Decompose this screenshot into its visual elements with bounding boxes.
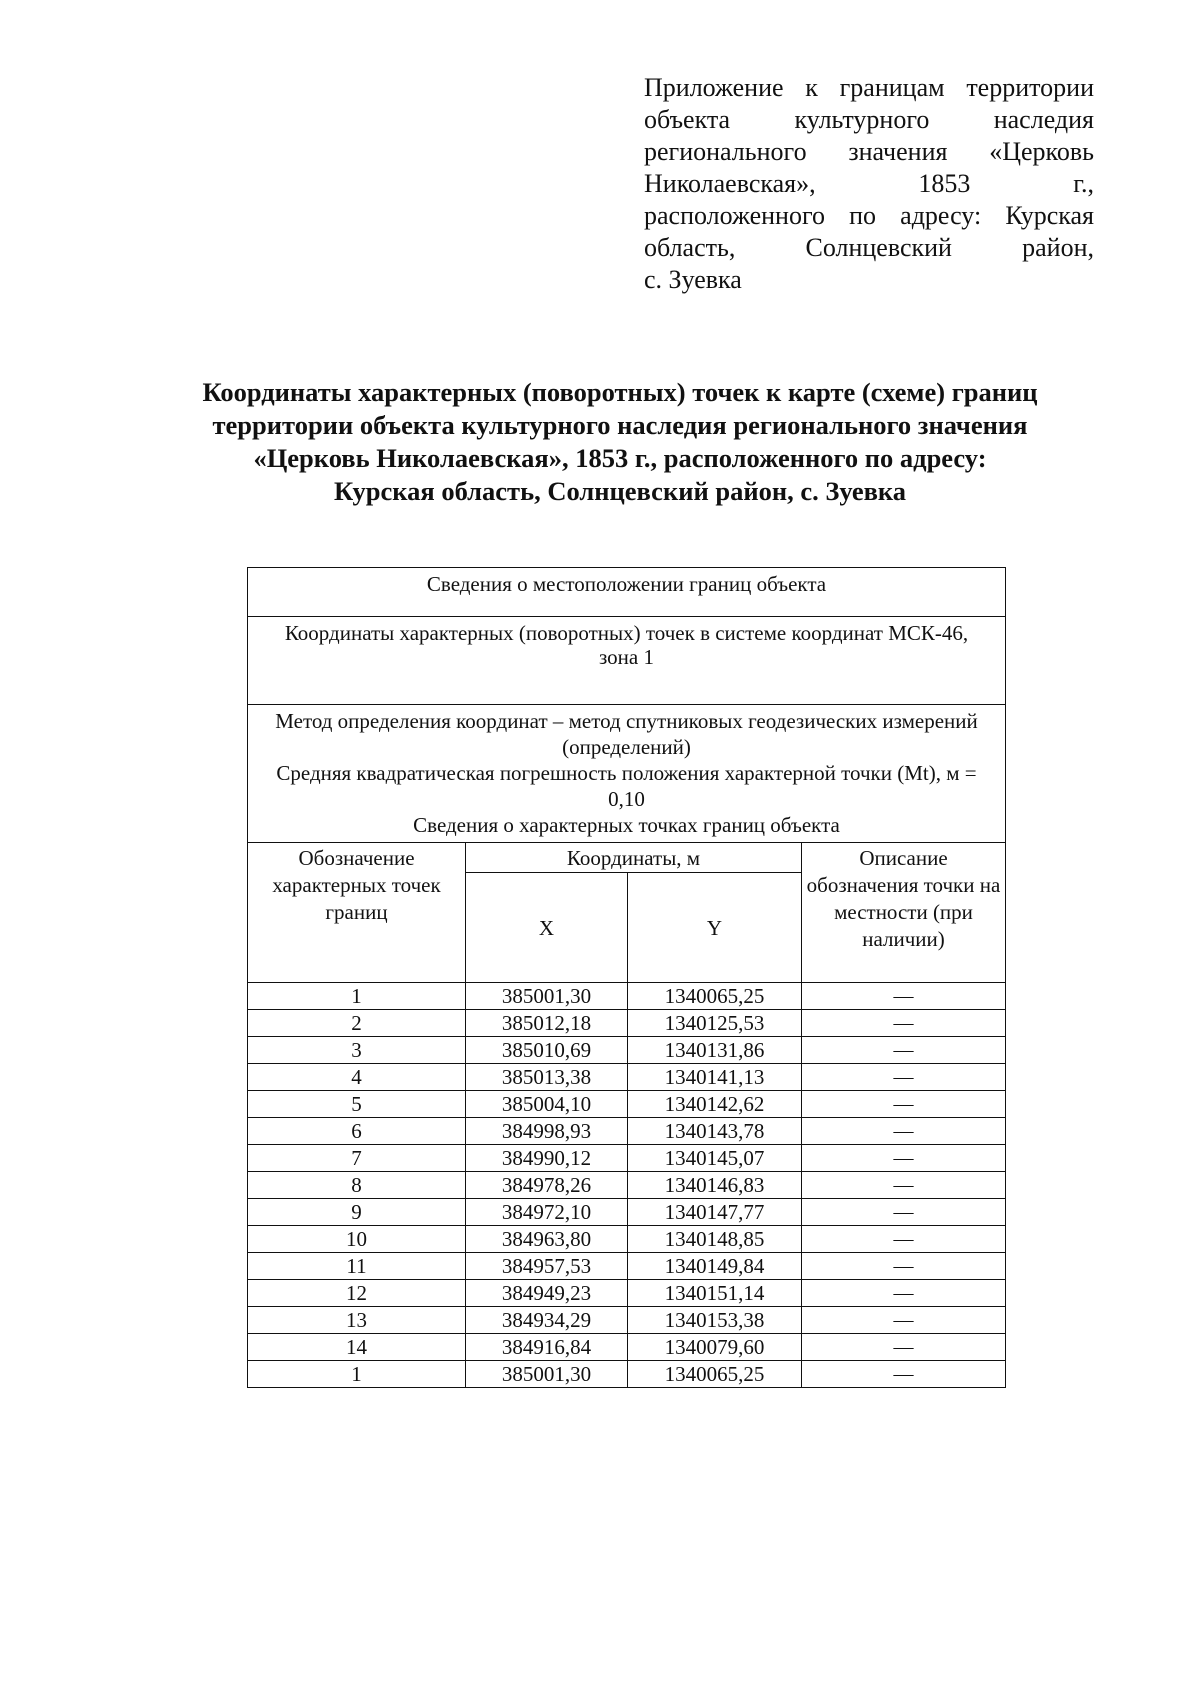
section-title: Сведения о местоположении границ объекта [426,572,827,596]
coordinates-header-text: Координаты, м [566,845,701,870]
table-row [248,1118,1006,1145]
accuracy-text: Средняя квадратическая погрешность положения характерной точки (Mt), м = 0,10 [276,761,977,811]
designation-header-text: Обозначение характерных точек границ [272,846,441,924]
table-row [248,1280,1006,1307]
desc-cell: — [802,1307,1006,1334]
desc-cell: — [802,1226,1006,1253]
x-cell: 384963,80 [466,1226,628,1253]
y-cell: 1340145,07 [628,1145,802,1172]
description-header-text: Описание обозначения точки на местности (при наличии) [806,846,1001,951]
point-cell: 11 [248,1253,466,1280]
points-title: Сведения о характерных точках границ объекта [413,813,840,837]
y-cell: 1340149,84 [628,1253,802,1280]
table-row [248,1091,1006,1118]
table-row [248,1010,1006,1037]
title-line: «Церковь Николаевская», 1853 г., расположенного по адресу: [253,443,987,473]
x-cell: 384957,53 [466,1253,628,1280]
point-cell: 7 [248,1145,466,1172]
annex-line: объекта культурного наследия [644,105,1094,134]
desc-cell: — [802,1172,1006,1199]
table-row [248,1361,1006,1388]
point-cell: 1 [248,983,466,1010]
y-cell: 1340065,25 [628,1361,802,1388]
table-row [248,1307,1006,1334]
method-cell [248,705,1006,843]
point-cell: 9 [248,1199,466,1226]
y-cell: 1340131,86 [628,1037,802,1064]
x-cell: 384916,84 [466,1334,628,1361]
coordinates-table [247,567,1006,1388]
annex-line: регионального значения «Церковь [644,137,1094,166]
point-cell: 4 [248,1064,466,1091]
desc-cell: — [802,1037,1006,1064]
point-cell: 10 [248,1226,466,1253]
desc-cell: — [802,1361,1006,1388]
desc-cell: — [802,1199,1006,1226]
y-cell: 1340141,13 [628,1064,802,1091]
description-header [802,843,1006,983]
title-line: Курская область, Солнцевский район, с. Зуевка [333,476,907,506]
desc-cell: — [802,983,1006,1010]
title-line: территории объекта культурного наследия регионального значения [212,410,1028,440]
point-cell: 1 [248,1361,466,1388]
annex-line: с. Зуевка [644,265,742,294]
y-cell: 1340079,60 [628,1334,802,1361]
table-row [248,1199,1006,1226]
title-line: Координаты характерных (поворотных) точек к карте (схеме) границ [202,377,1038,407]
x-cell: 385004,10 [466,1091,628,1118]
y-cell: 1340146,83 [628,1172,802,1199]
y-header [628,873,802,983]
point-cell: 2 [248,1010,466,1037]
y-cell: 1340125,53 [628,1010,802,1037]
y-cell: 1340153,38 [628,1307,802,1334]
point-cell: 14 [248,1334,466,1361]
y-cell: 1340065,25 [628,983,802,1010]
y-header-text: Y [706,915,723,940]
y-cell: 1340143,78 [628,1118,802,1145]
x-cell: 384949,23 [466,1280,628,1307]
annex-line: область, Солнцевский район, [644,233,1094,262]
point-cell: 8 [248,1172,466,1199]
x-header [466,873,628,983]
point-cell: 3 [248,1037,466,1064]
y-cell: 1340151,14 [628,1280,802,1307]
x-cell: 385001,30 [466,1361,628,1388]
x-cell: 384978,26 [466,1172,628,1199]
x-cell: 385013,38 [466,1064,628,1091]
table-row [248,1145,1006,1172]
x-cell: 384990,12 [466,1145,628,1172]
desc-cell: — [802,1091,1006,1118]
annex-line: Приложение к границам территории [644,73,1094,102]
document-title [150,376,1090,508]
table-row [248,1172,1006,1199]
x-cell: 384972,10 [466,1199,628,1226]
table-row [248,1064,1006,1091]
x-cell: 384934,29 [466,1307,628,1334]
x-cell: 384998,93 [466,1118,628,1145]
table-row [248,1253,1006,1280]
annex-line: расположенного по адресу: Курская [644,201,1094,230]
coord-system-text: Координаты характерных (поворотных) точек в системе координат МСК-46, зона 1 [284,621,969,669]
x-cell: 385010,69 [466,1037,628,1064]
designation-header [248,843,466,983]
y-cell: 1340148,85 [628,1226,802,1253]
point-cell: 6 [248,1118,466,1145]
section-title-cell [248,568,1006,617]
annex-line: Николаевская», 1853 г., [644,169,1094,198]
point-cell: 13 [248,1307,466,1334]
x-cell: 385001,30 [466,983,628,1010]
y-cell: 1340147,77 [628,1199,802,1226]
point-cell: 12 [248,1280,466,1307]
x-header-text: X [538,915,555,940]
point-cell: 5 [248,1091,466,1118]
coord-system-cell [248,617,1006,705]
x-cell: 385012,18 [466,1010,628,1037]
table-row [248,983,1006,1010]
desc-cell: — [802,1145,1006,1172]
method-text: Метод определения координат – метод спутниковых геодезических измерений (определений) [275,709,978,759]
desc-cell: — [802,1010,1006,1037]
desc-cell: — [802,1064,1006,1091]
table-row [248,1334,1006,1361]
desc-cell: — [802,1280,1006,1307]
desc-cell: — [802,1334,1006,1361]
table-row [248,1037,1006,1064]
coordinates-header [466,843,802,873]
y-cell: 1340142,62 [628,1091,802,1118]
desc-cell: — [802,1253,1006,1280]
annex-note [644,72,1094,296]
table-row [248,1226,1006,1253]
desc-cell: — [802,1118,1006,1145]
